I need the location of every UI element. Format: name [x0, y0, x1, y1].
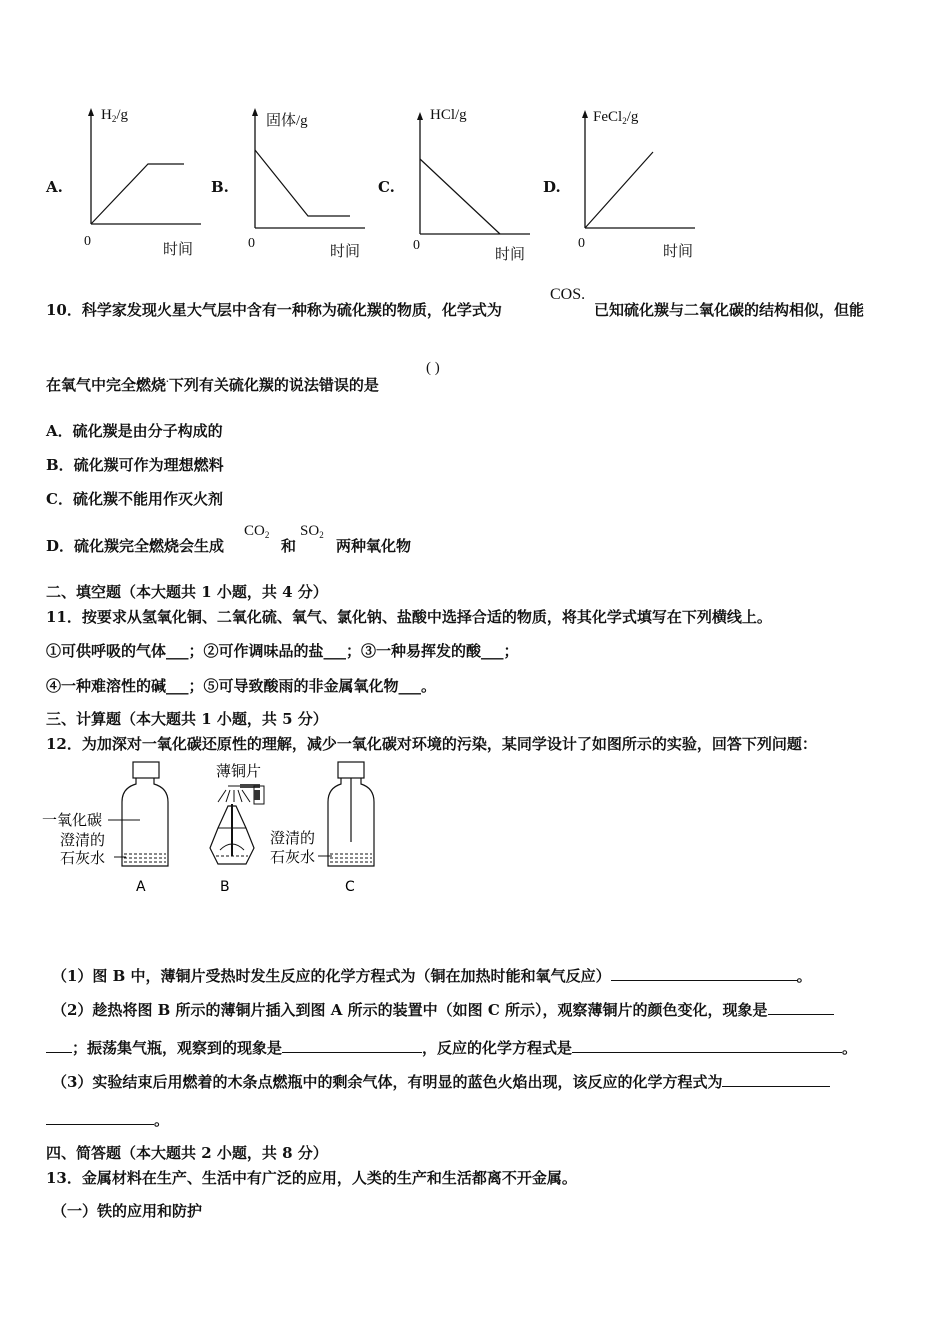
fig-caption-a: A	[136, 879, 146, 895]
graph-a-origin: 0	[84, 234, 91, 249]
graph-a-ylabel: $H_2/g$	[101, 107, 129, 124]
option-a-letter: A.	[46, 178, 63, 196]
fig-label-co: 一氧化碳	[42, 811, 103, 829]
graph-c-ylabel: HCl/g	[430, 107, 467, 123]
y-arrow	[582, 110, 588, 118]
option-d-letter: D.	[543, 178, 561, 196]
q12-blank-2a[interactable]	[768, 1000, 834, 1015]
fig-caption-b: B	[220, 879, 230, 895]
graph-d-line	[585, 152, 653, 228]
q11-line2: ④一种难溶性的碱___；⑤可导致酸雨的非金属氧化物___。	[46, 677, 437, 695]
q11-stem: 11．按要求从氢氧化铜、二氧化硫、氧气、氯化钠、盐酸中选择合适的物质，将其化学式填写在下列横线上。	[46, 608, 772, 626]
fig-label-lime4: 石灰水	[270, 848, 316, 866]
q10-option-d-and: 和	[281, 537, 297, 555]
burner-b	[210, 784, 264, 864]
q10-option-d-end: 两种氧化物	[336, 537, 412, 555]
option-b-letter: B.	[211, 178, 229, 196]
q10-line1-cont: 已知硫化羰与二氧化碳的结构相似，但能	[594, 301, 865, 319]
q10-co2: $CO_2$	[244, 523, 270, 540]
q12-experiment-figure	[40, 758, 380, 898]
q12-part3a: （3）实验结束后用燃着的木条点燃瓶中的剩余气体，有明显的蓝色火焰出现，该反应的化学方程式为	[52, 1071, 830, 1092]
option-c-letter: C.	[378, 178, 395, 196]
fig-label-lime3: 澄清的	[270, 829, 316, 847]
q12-blank-2c[interactable]	[572, 1038, 842, 1053]
q10-option-a: A．硫化羰是由分子构成的	[46, 422, 223, 440]
q12-blank-3-cont[interactable]	[46, 1110, 154, 1125]
graph-b-line	[255, 150, 350, 216]
q12-stem: 12．为加深对一氧化碳还原性的理解，减少一氧化碳对环境的污染，某同学设计了如图所示的实验，回答下列问题：	[46, 735, 817, 753]
graph-c-xlabel: 时间	[495, 245, 526, 263]
q12-blank-3[interactable]	[722, 1072, 830, 1087]
y-arrow	[88, 108, 94, 116]
q10-formula: COS.	[550, 286, 586, 303]
graph-a-line	[91, 164, 184, 224]
y-arrow	[252, 108, 258, 116]
section-2-heading: 二、填空题（本大题共 1 小题，共 4 分）	[46, 583, 328, 601]
q12-part2b: ；振荡集气瓶，观察到的现象是 ，反应的化学方程式是 。	[46, 1037, 857, 1058]
q12-part2a: （2）趁热将图 B 所示的薄铜片插入到图 A 所示的装置中（如图 C 所示），观察薄铜片的颜色变化，现象是	[52, 999, 834, 1020]
section-3-heading: 三、计算题（本大题共 1 小题，共 5 分）	[46, 710, 328, 728]
graph-a-xlabel: 时间	[163, 240, 194, 258]
graph-b-origin: 0	[248, 236, 255, 251]
graph-c-line	[420, 159, 500, 234]
q12-part3b: 。	[46, 1109, 169, 1130]
q13-stem: 13．金属材料在生产、生活中有广泛的应用，人类的生产和生活都离不开金属。	[46, 1169, 577, 1187]
q10-paren: ( )	[426, 360, 440, 376]
q12-part1: （1）图 B 中，薄铜片受热时发生反应的化学方程式为（铜在加热时能和氧气反应） 。	[52, 967, 812, 985]
q10-option-c: C．硫化羰不能用作灭火剂	[46, 490, 223, 508]
q12-blank-2b[interactable]	[282, 1038, 422, 1053]
q10-so2: $SO_2$	[300, 523, 324, 540]
q10-line1: 10．科学家发现火星大气层中含有一种称为硫化羰的物质，化学式为	[46, 301, 502, 319]
graph-d-ylabel: FeCl$_2$/g	[593, 109, 639, 126]
y-arrow	[417, 112, 423, 120]
q10-option-b: B．硫化羰可作为理想燃料	[46, 456, 224, 474]
section-4-heading: 四、简答题（本大题共 2 小题，共 8 分）	[46, 1144, 328, 1162]
q12-blank-2a-cont[interactable]	[46, 1038, 72, 1053]
q10-line2: 在氧气中完全燃烧·下列有关硫化羰的说法错误的是	[46, 376, 379, 394]
graph-d-xlabel: 时间	[663, 242, 694, 260]
graph-b-ylabel: 固体/g	[266, 111, 308, 129]
q13-sub1: （一）铁的应用和防护	[52, 1202, 203, 1220]
graph-b-xlabel: 时间	[330, 242, 361, 260]
graph-d-origin: 0	[578, 236, 585, 251]
q12-blank-1[interactable]	[611, 966, 797, 981]
fig-label-copper: 薄铜片	[216, 762, 262, 780]
graph-c	[405, 104, 535, 264]
q11-line1: ①可供呼吸的气体___；②可作调味品的盐___；③一种易挥发的酸___；	[46, 642, 519, 660]
bottle-c	[318, 762, 374, 866]
q10-option-d: D．硫化羰完全燃烧会生成	[46, 537, 225, 555]
fig-label-lime2: 石灰水	[60, 849, 106, 867]
fig-label-lime1: 澄清的	[60, 831, 106, 849]
fig-caption-c: C	[345, 879, 355, 895]
bottle-a	[108, 762, 168, 866]
graph-c-origin: 0	[413, 238, 420, 253]
